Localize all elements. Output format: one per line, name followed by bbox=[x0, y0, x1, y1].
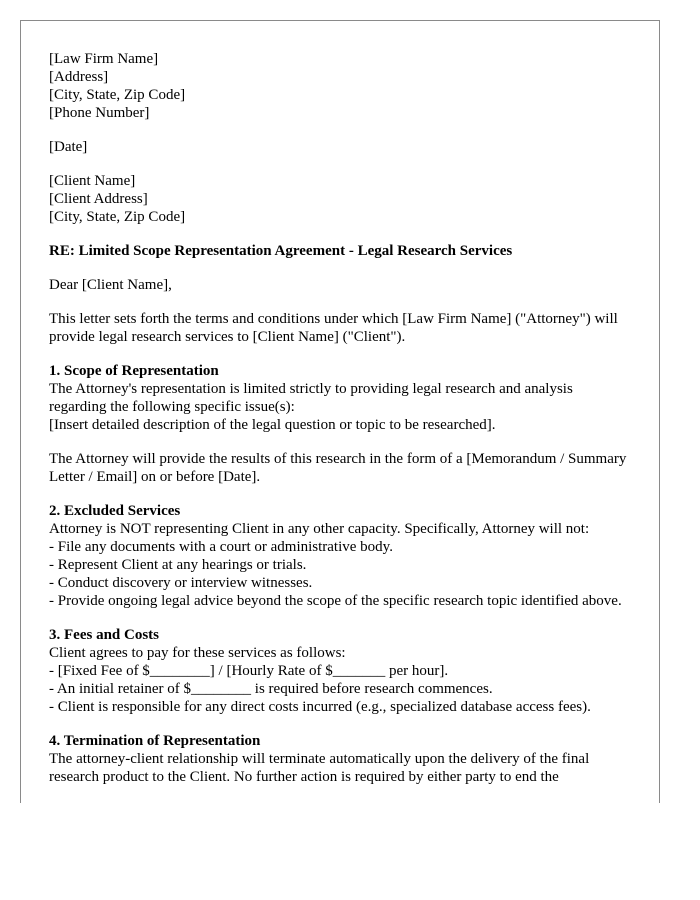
list-item: - Conduct discovery or interview witnesses. bbox=[49, 575, 313, 591]
recipient-city-state-zip: [City, State, Zip Code] bbox=[49, 209, 186, 225]
termination-text: The attorney-client relationship will terminate automatically upon the delivery of the final research product to the Client. No further action is required by either party to end the bbox=[49, 751, 590, 785]
subject-line: RE: Limited Scope Representation Agreement - Legal Research Services bbox=[49, 243, 513, 259]
intro-paragraph: This letter sets forth the terms and conditions under which [Law Firm Name] ("Attorney") will provide legal research services to [Client Name] ("Client"). bbox=[49, 311, 618, 345]
list-item: - Represent Client at any hearings or trials. bbox=[49, 557, 307, 573]
letter-date: [Date] bbox=[49, 139, 88, 155]
list-item: - Provide ongoing legal advice beyond the scope of the specific research topic identified above. bbox=[49, 593, 622, 609]
list-item: - File any documents with a court or administrative body. bbox=[49, 539, 393, 555]
section-heading-excluded: 2. Excluded Services bbox=[49, 503, 181, 519]
scope-text: The Attorney's representation is limited strictly to providing legal research and analysis regarding the following specific issue(s): bbox=[49, 381, 573, 415]
list-item: - An initial retainer of $________ is required before research commences. bbox=[49, 681, 493, 697]
section-excluded bbox=[49, 502, 634, 610]
section-scope bbox=[49, 362, 634, 486]
sender-firm-name: [Law Firm Name] bbox=[49, 51, 159, 67]
scope-issue-placeholder: [Insert detailed description of the legal question or topic to be researched]. bbox=[49, 417, 496, 433]
fees-intro: Client agrees to pay for these services as follows: bbox=[49, 645, 346, 661]
list-item: - Client is responsible for any direct costs incurred (e.g., specialized database access fees). bbox=[49, 699, 591, 715]
recipient-name: [Client Name] bbox=[49, 173, 136, 189]
sender-phone: [Phone Number] bbox=[49, 105, 150, 121]
letter-page bbox=[20, 20, 660, 803]
section-termination bbox=[49, 732, 634, 786]
section-fees bbox=[49, 626, 634, 716]
excluded-intro: Attorney is NOT representing Client in any other capacity. Specifically, Attorney will not: bbox=[49, 521, 590, 537]
recipient-block bbox=[49, 172, 634, 226]
letter-body bbox=[49, 50, 634, 786]
recipient-address: [Client Address] bbox=[49, 191, 148, 207]
list-item: - [Fixed Fee of $________] / [Hourly Rate of $_______ per hour]. bbox=[49, 663, 449, 679]
section-heading-scope: 1. Scope of Representation bbox=[49, 363, 219, 379]
sender-address: [Address] bbox=[49, 69, 109, 85]
sender-block bbox=[49, 50, 634, 122]
section-heading-termination: 4. Termination of Representation bbox=[49, 733, 261, 749]
sender-city-state-zip: [City, State, Zip Code] bbox=[49, 87, 186, 103]
section-heading-fees: 3. Fees and Costs bbox=[49, 627, 160, 643]
scope-deliverable: The Attorney will provide the results of this research in the form of a [Memorandum / Summary Letter / Email] on or before [Date]. bbox=[49, 451, 627, 485]
salutation: Dear [Client Name], bbox=[49, 277, 172, 293]
